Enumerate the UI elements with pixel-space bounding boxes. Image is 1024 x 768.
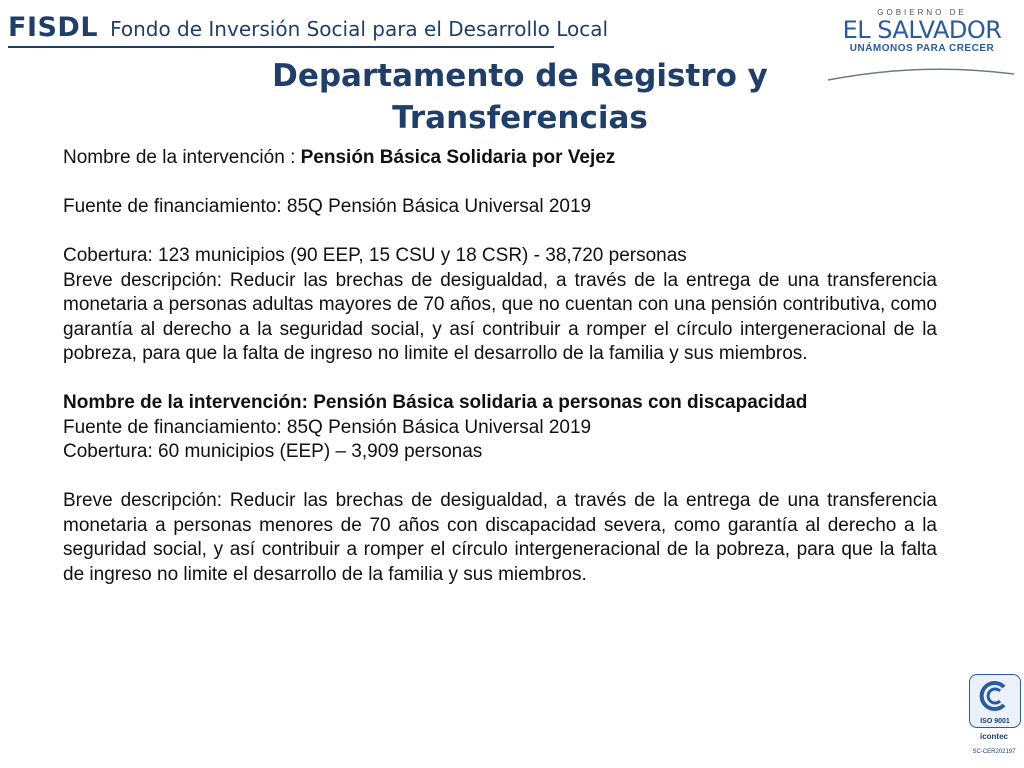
gov-logo-motto: UNÁMONOS PARA CRECER xyxy=(849,43,995,54)
certificate-code: SC-CER202197 xyxy=(972,749,1016,755)
intervention-2-name-text: Nombre de la intervención: Pensión Básica solidaria a personas con discapacidad xyxy=(63,392,808,413)
swoosh-icon xyxy=(826,64,1016,84)
icontec-brand: icontec xyxy=(979,732,1008,741)
icontec-mark-icon xyxy=(970,675,1020,715)
intervention-1-coverage: Cobertura: 123 municipios (90 EEP, 15 CSU y 18 CSR) - 38,720 personas xyxy=(63,245,687,266)
intervention-1-name-label: Nombre de la intervención : xyxy=(63,147,301,168)
header-rule xyxy=(8,46,554,48)
intervention-2-name xyxy=(63,391,937,416)
spacer xyxy=(63,367,937,392)
intervention-1-name xyxy=(63,146,937,171)
fisdl-header xyxy=(8,12,608,46)
intervention-2-funding: Fuente de financiamiento: 85Q Pensión Básica Universal 2019 xyxy=(63,416,592,438)
gobierno-el-salvador-logo xyxy=(842,8,1002,54)
intervention-1-funding: Fuente de financiamiento: 85Q Pensión Básica Universal 2019 xyxy=(63,196,592,217)
content-body xyxy=(63,146,937,587)
iso-certification-seal xyxy=(969,674,1019,764)
intervention-1-name-value: Pensión Básica Solidaria por Vejez xyxy=(300,147,616,168)
spacer xyxy=(63,465,937,490)
title-line-2: Transferencias xyxy=(392,100,648,136)
spacer xyxy=(63,220,937,245)
iso-badge xyxy=(969,674,1021,728)
intervention-1-description: Breve descripción: Reducir las brechas de desigualdad, a través de la entrega de una transferencia monetaria a personas adultas mayores de 70 años, que no cuentan con una pensión contributiva, como garantía al derecho a la seguridad social, y así contribuir a romper el círculo intergeneracional de la pobreza, para que la falta de ingreso no limite el desarrollo de la familia y sus miembros. xyxy=(63,269,937,364)
fisdl-full-name: Fondo de Inversión Social para el Desarrollo Local xyxy=(110,17,609,41)
title-line-1: Departamento de Registro y xyxy=(272,58,768,94)
gov-logo-name: EL SALVADOR xyxy=(842,16,1002,44)
intervention-2-description: Breve descripción: Reducir las brechas de desigualdad, a través de la entrega de una transferencia monetaria a personas menores de 70 años con discapacidad severa, como garantía al derecho a la seguridad social, y así contribuir a romper el círculo intergeneracional de la pobreza, para que la falta de ingreso no limite el desarrollo de la familia y sus miembros. xyxy=(63,490,937,585)
fisdl-logo: FISDL xyxy=(8,12,99,43)
intervention-2-coverage: Cobertura: 60 municipios (EEP) – 3,909 personas xyxy=(63,441,483,462)
spacer xyxy=(63,171,937,196)
page-title xyxy=(250,55,790,139)
gov-logo-top: GOBIERNO DE xyxy=(877,8,967,17)
iso-label: ISO 9001 xyxy=(980,718,1010,725)
